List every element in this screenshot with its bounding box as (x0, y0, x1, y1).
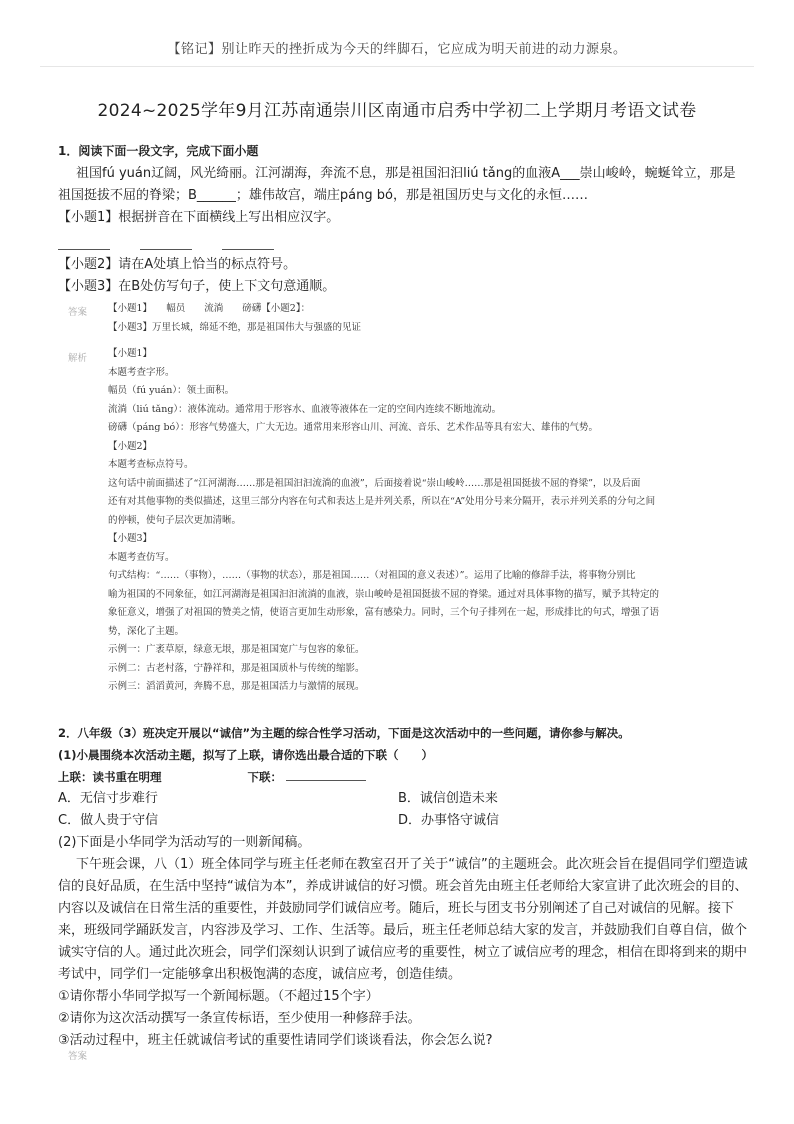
task-2: ②请你为这次活动撰写一条宣传标语，至少使用一种修辞手法。 (58, 1011, 421, 1026)
analysis-line: 【小题3】 (108, 533, 153, 544)
blank-1[interactable] (58, 235, 110, 250)
analysis-line: 【小题1】 (108, 348, 153, 359)
analysis-line: 【小题2】 (108, 440, 153, 452)
page-title: 2024~2025学年9月江苏南通崇川区南通市启秀中学初二上学期月考语文试卷 (97, 101, 697, 121)
analysis-line: 象征意义，增强了对祖国的赞美之情，使语言更加生动形象，富有感染力。同时，三个句子排列在一起，形成排比的句式，增强了语 (108, 607, 660, 618)
analysis-line: 幅员（fú yuán）：领土面积。 (108, 385, 235, 396)
answer-blanks (58, 235, 748, 250)
analysis-line: 本题考查字形。 (108, 366, 175, 378)
analysis-line: 流淌（liú tǎng）：液体流动。通常用于形容水、血液等液体在一定的空间内连续不断地流动。 (108, 403, 502, 415)
analysis-line: 这句话中前面描述了“江河湖海……那是祖国汩汩流淌的血液”，后面接着说“崇山峻岭……那是祖国挺拔不屈的脊梁”，以及后面 (108, 477, 641, 489)
analysis-line: 的停顿，使句子层次更加清晰。 (108, 514, 242, 526)
lower-couplet-label: 下联： (247, 770, 283, 784)
lower-couplet-blank[interactable] (286, 769, 366, 781)
question-1-answer (108, 300, 738, 337)
analysis-line: 示例二：古老村落，宁静祥和，那是祖国质朴与传统的缩影。 (108, 662, 365, 674)
task-1: ①请你帮小华同学拟写一个新闻标题。（不超过15个字） (58, 989, 379, 1004)
option-a[interactable]: A．无信寸步难行 (58, 791, 158, 806)
answer-line-2: 【小题3】万里长城，绵延不绝，那是祖国伟大与强盛的见证 (108, 321, 362, 333)
question-1 (58, 142, 748, 298)
analysis-line: 喻为祖国的不同象征，如江河湖海是祖国汩汩流淌的血液，崇山峻岭是祖国挺拔不屈的脊梁。通过对具体事物的描写，赋予其特定的 (108, 588, 660, 600)
question-1-sub3: 【小题3】在B处仿写句子，使上下文句意通顺。 (58, 279, 336, 294)
analysis-line: 示例一：广袤草原，绿意无垠，那是祖国宽广与包容的象征。 (108, 644, 365, 655)
question-1-sub1: 【小题1】根据拼音在下面横线上写出相应汉字。 (58, 210, 340, 225)
answer-tag: 答案 (68, 307, 88, 318)
option-b[interactable]: B．诚信创造未来 (398, 791, 498, 806)
analysis-line: 磅礴（páng bó）：形容气势盛大，广大无边。通常用来形容山川、河流、音乐、艺术作品等具有宏大、雄伟的气势。 (108, 422, 599, 433)
question-1-sub2: 【小题2】请在A处填上恰当的标点符号。 (58, 257, 297, 272)
couplet-line (58, 766, 748, 788)
question-2-sub2: (2)下面是小华同学为活动写的一则新闻稿。 (58, 835, 311, 850)
options-row-1 (58, 788, 748, 810)
analysis-line: 势，深化了主题。 (108, 625, 185, 637)
page-motto: 【铭记】别让昨天的挫折成为今天的绊脚石，它应成为明天前进的动力源泉。 (167, 42, 627, 57)
option-d[interactable]: D．办事恪守诚信 (398, 813, 500, 828)
blank-3[interactable] (222, 235, 274, 250)
question-2-sub1: (1)小晨围绕本次活动主题，拟写了上联，请你选出最合适的下联（ ） (58, 748, 434, 762)
question-2-heading: 2．八年级（3）班决定开展以“诚信”为主题的综合性学习活动，下面是这次活动中的一些问题，请你参与解决。 (58, 726, 630, 740)
analysis-line: 本题考查仿写。 (108, 551, 175, 563)
analysis-line: 本题考查标点符号。 (108, 459, 194, 470)
question-1-analysis (108, 345, 738, 697)
analysis-line: 示例三：滔滔黄河，奔腾不息，那是祖国活力与激情的展现。 (108, 681, 365, 692)
answer-tag-2: 答案 (68, 1051, 88, 1062)
analysis-line: 还有对其他事物的类似描述，这里三部分内容在句式和表达上是并列关系，所以在“A”处用分号来分隔开，表示并列关系的分句之间 (108, 496, 656, 507)
options-row-2 (58, 810, 748, 832)
question-1-passage: 祖国fú yuán辽阔，风光绮丽。江河湖海，奔流不息，那是祖国汩汩liú tǎng的血液A___崇山峻岭，蜿蜒耸立，那是祖国挺拔不屈的脊梁；B______；雄伟故宫，端庄páng bó，那是祖国历史与文化的永恒…… (58, 166, 736, 203)
question-1-heading: 1．阅读下面一段文字，完成下面小题 (58, 144, 259, 158)
task-3: ③活动过程中，班主任就诚信考试的重要性请同学们谈谈看法，你会怎么说? (58, 1033, 493, 1048)
news-article: 下午班会课，八（1）班全体同学与班主任老师在教室召开了关于“诚信”的主题班会。此次班会旨在提倡同学们塑造诚信的良好品质，在生活中坚持“诚信为本”，养成讲诚信的好习惯。班会首先由班主任老师给大家宣讲了此次班会的目的、内容以及诚信在日常生活的重要性，并鼓励同学们诚信应考。随后，班长与团支书分别阐述了自己对诚信的见解。接下来，班级同学踊跃发言，内容涉及学习、工作、生活等。最后，班主任老师总结大家的发言，并鼓励我们自尊自信，做个诚实守信的人。通过此次班会，同学们深刻认识到了诚信应考的重要性，树立了诚信应考的理念，相信在即将到来的期中考试中，同学们一定能够拿出积极饱满的态度，诚信应考，创造佳绩。 (58, 857, 748, 982)
option-c[interactable]: C．做人贵于守信 (58, 813, 159, 828)
analysis-tag: 解析 (68, 353, 88, 364)
question-2 (58, 722, 748, 1052)
header-divider (40, 66, 754, 67)
upper-couplet: 上联：读书重在明理 (58, 770, 162, 784)
analysis-line: 句式结构：“……（事物），……（事物的状态），那是祖国……（对祖国的意义表述）”。运用了比喻的修辞手法，将事物分别比 (108, 570, 636, 581)
answer-line-1: 【小题1】 幅员 流淌 磅礴【小题2】： (108, 303, 311, 314)
blank-2[interactable] (140, 235, 192, 250)
